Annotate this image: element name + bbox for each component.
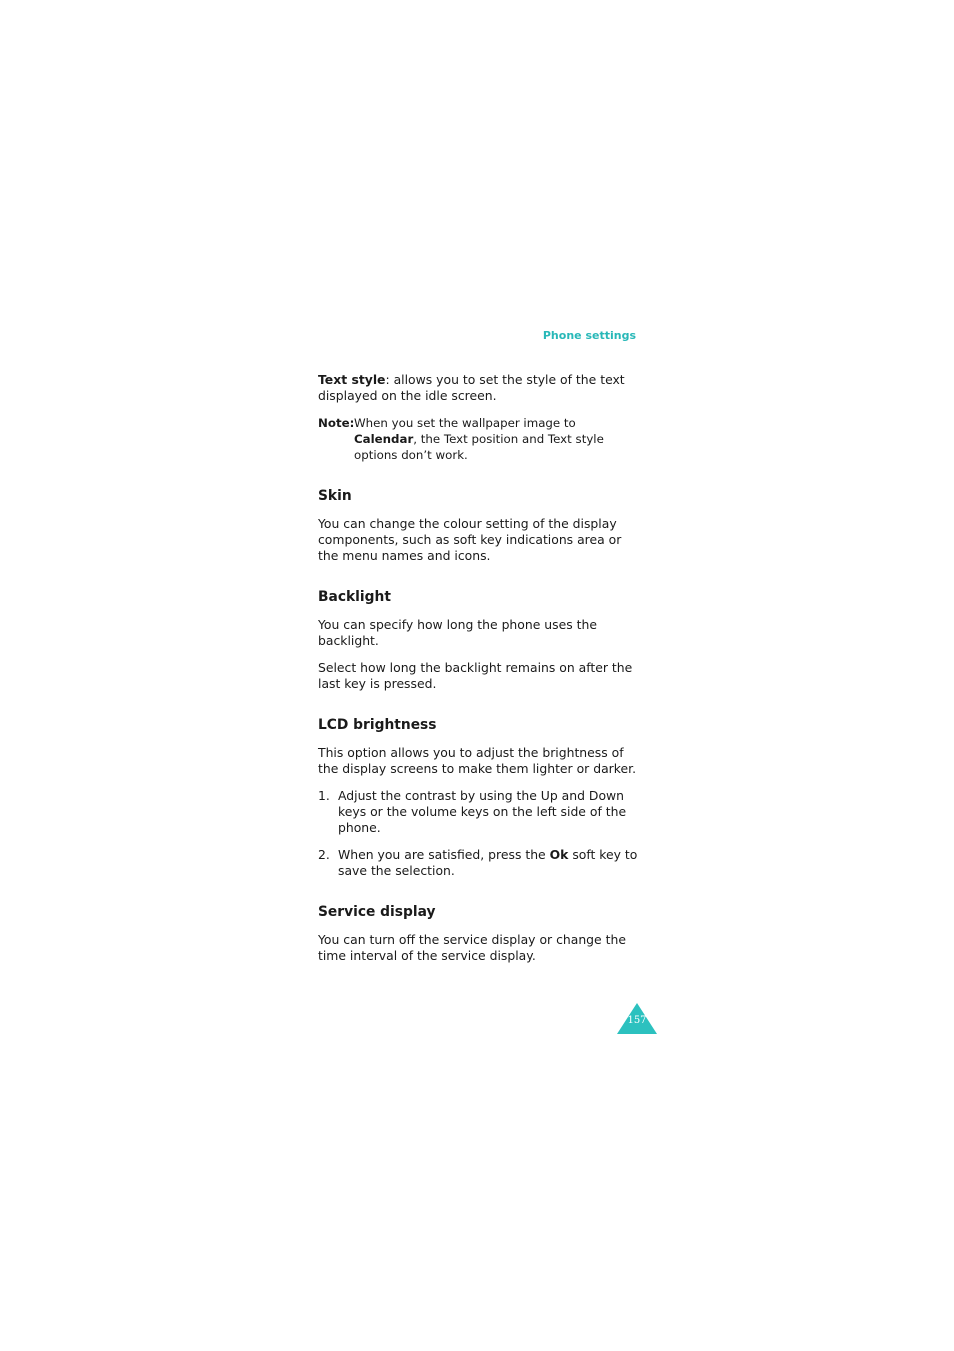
step-text-b: soft key to save the selection. [338,847,638,878]
step-text: Adjust the contrast by using the Up and Down keys or the volume keys on the left side of the phone. [338,788,627,835]
lcd-brightness-heading: LCD brightness [318,717,437,733]
text-style-label: Text style [318,372,386,387]
step-number: 1. [318,788,330,803]
backlight-text-1: You can specify how long the phone uses the backlight. [318,617,597,648]
step-text-a: When you are satisfied, press the [338,847,550,862]
service-display-text: You can turn off the service display or change the time interval of the service display. [318,932,626,963]
skin-text: You can change the colour setting of the display components, such as soft key indications area or the menu names and icons. [318,516,622,563]
step-number: 2. [318,847,330,862]
service-display-heading: Service display [318,904,436,920]
skin-heading: Skin [318,488,352,504]
step-text [338,847,638,879]
backlight-heading: Backlight [318,589,391,605]
backlight-text-2: Select how long the backlight remains on after the last key is pressed. [318,660,633,691]
page-number: 157 [627,1015,647,1026]
running-header: Phone settings [542,329,636,342]
note-text-2: , the Text position and Text style options don’t work. [354,432,604,462]
ok-key-label: Ok [549,847,569,862]
note-label: Note: [318,416,355,430]
note-block [318,415,638,463]
list-item [318,788,638,836]
note-text-1: When you set the wallpaper image to [354,416,576,430]
page-content [318,372,638,964]
list-item [318,847,638,879]
note-bold: Calendar [354,432,414,446]
text-style-text: : allows you to set the style of the text displayed on the idle screen. [318,372,625,403]
text-style-paragraph [318,372,638,404]
lcd-brightness-text: This option allows you to adjust the brightness of the display screens to make them lighter or darker. [318,745,637,776]
note-body [354,415,638,463]
page-number-badge [617,1003,657,1034]
